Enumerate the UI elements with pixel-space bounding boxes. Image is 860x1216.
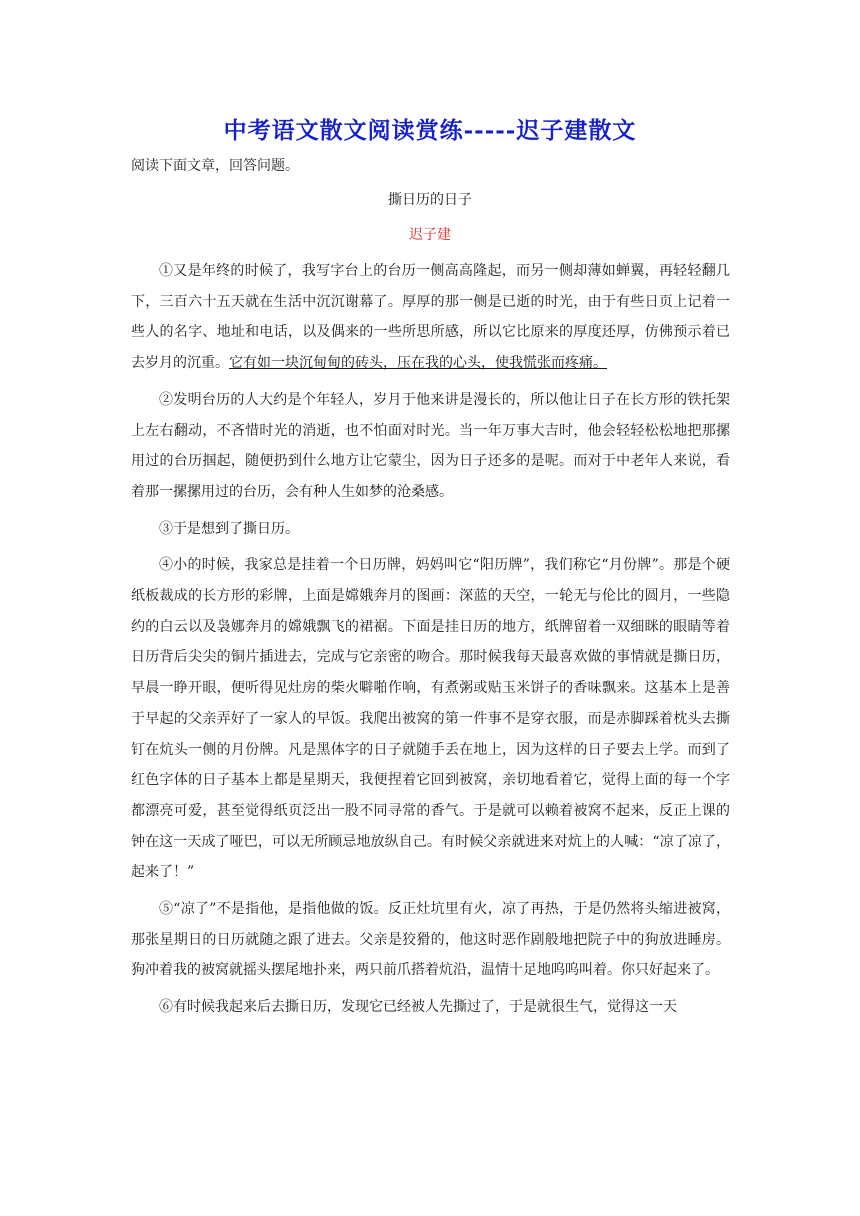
paragraph-6: ⑥有时候我起来后去撕日历，发现它已经被人先撕过了，于是就很生气，觉得这一天	[159, 999, 677, 1016]
article-title: 撕日历的日子	[388, 192, 472, 208]
paragraph-3: ③于是想到了撕日历。	[159, 520, 299, 537]
paragraph-1-text: ①又是年终的时候了，我写字台上的台历一侧高高隆起，而另一侧却薄如蝉翼，再轻轻翻几下，三百六十五天就在生活中沉沉谢幕了。厚厚的那一侧是已逝的时光，由于有些日页上记着一些人的名字、地址和电话，以及偶来的一些所思所感，所以它比原来的厚度还厚，仿佛预示着已去岁月的沉重。	[131, 263, 730, 372]
author-name: 迟子建	[409, 227, 451, 243]
paragraph-1	[131, 256, 730, 379]
underlined-sentence: 它有如一块沉甸甸的砖头，压在我的心头，使我慌张而疼痛。	[229, 355, 607, 372]
instruction-text: 阅读下面文章，回答问题。	[131, 158, 299, 174]
article-body	[131, 256, 730, 1029]
document-title: 中考语文散文阅读赏练-----迟子建散文	[223, 117, 637, 144]
paragraph-4: ④小的时候，我家总是挂着一个日历牌，妈妈叫它“阳历牌”，我们称它“月份牌”。那是个硬纸板裁成的长方形的彩牌，上面是嫦娥奔月的图画：深蓝的天空，一轮无与伦比的圆月，一些隐约的白云以及袅娜奔月的嫦娥飘飞的裙裾。下面是挂日历的地方，纸牌留着一双细眯的眼睛等着日历背后尖尖的铜片插进去，完成与它亲密的吻合。那时候我每天最喜欢做的事情就是撕日历，早晨一睁开眼，便听得见灶房的柴火噼啪作响，有煮粥或贴玉米饼子的香味飘来。这基本上是善于早起的父亲弄好了一家人的早饭。我爬出被窝的第一件事不是穿衣服，而是赤脚踩着枕头去撕钉在炕头一侧的月份牌。凡是黑体字的日子就随手丢在地上，因为这样的日子要去上学。而到了红色字体的日子基本上都是星期天，我便捏着它回到被窝，亲切地看着它，觉得上面的每一个字都漂亮可爱，甚至觉得纸页泛出一股不同寻常的香气。于是就可以赖着被窝不起来，反正上课的钟在这一天成了哑巴，可以无所顾忌地放纵自己。有时候父亲就进来对炕上的人喊：“凉了凉了，起来了！”	[131, 557, 730, 881]
paragraph-5: ⑤“凉了”不是指他，是指他做的饭。反正灶坑里有火，凉了再热，于是仍然将头缩进被窝，那张星期日的日历就随之跟了进去。父亲是狡猾的，他这时恶作剧般地把院子中的狗放进睡房。狗冲着我的被窝就摇头摆尾地扑来，两只前爪搭着炕沿，温情十足地呜呜叫着。你只好起来了。	[131, 901, 730, 979]
paragraph-2: ②发明台历的人大约是个年轻人，岁月于他来讲是漫长的，所以他让日子在长方形的铁托架上左右翻动，不吝惜时光的消逝，也不怕面对时光。当一年万事大吉时，他会轻轻松松地把那摞用过的台历掴起，随便扔到什么地方让它蒙尘，因为日子还多的是呢。而对于中老年人来说，看着那一摞摞用过的台历，会有种人生如梦的沧桑感。	[131, 391, 730, 500]
